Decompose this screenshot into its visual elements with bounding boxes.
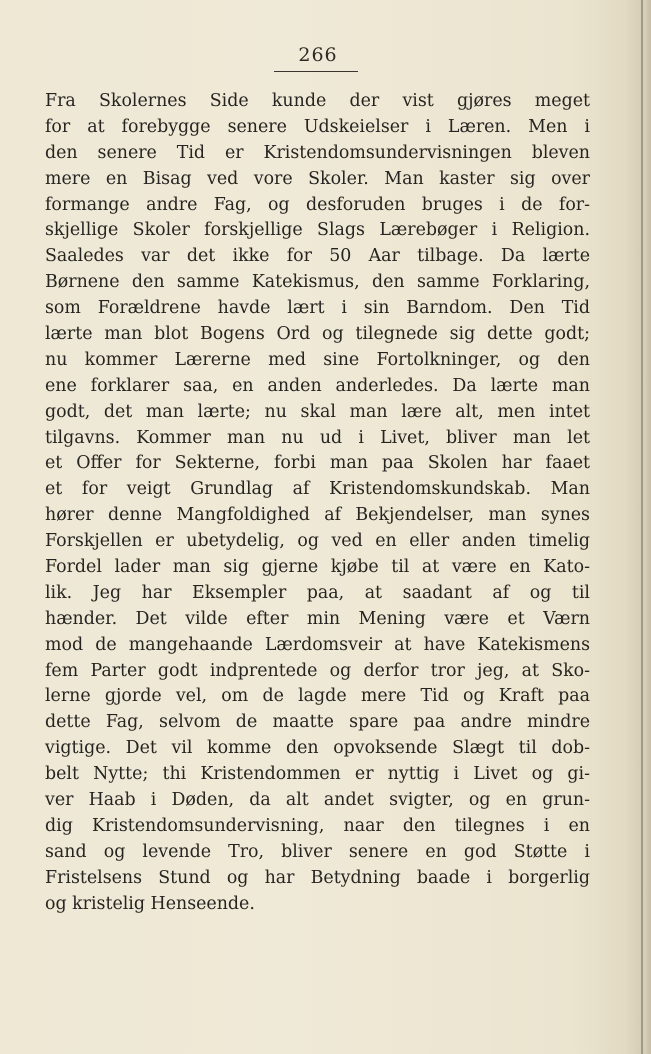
text-line: vigtige. Det vil komme den opvoksende Slægt til dob- (45, 738, 590, 759)
text-line: for at forebygge senere Udskeielser i Læren. Men i (45, 116, 590, 137)
page-edge (644, 0, 651, 1054)
text-line: Fristelsens Stund og har Betydning baade i borgerlig (45, 867, 590, 888)
text-line: belt Nytte; thi Kristendommen er nyttig i Livet og gi- (45, 764, 590, 785)
text-line: Fra Skolernes Side kunde der vist gjøres meget (45, 91, 590, 111)
page-number: 266 (298, 44, 338, 66)
text-line: ver Haab i Døden, da alt andet svigter, og en grun- (45, 790, 590, 811)
body-text (45, 89, 590, 918)
text-line: skjellige Skoler forskjellige Slags Lærebøger i Religion. (45, 220, 590, 241)
text-line: formange andre Fag, og desforuden bruges i de for- (45, 194, 590, 215)
text-line: sand og levende Tro, bliver senere en god Støtte i (45, 841, 590, 862)
text-line: dig Kristendomsundervisning, naar den tilegnes i en (45, 815, 590, 836)
text-line: hænder. Det vilde efter min Mening være et Værn (45, 608, 590, 629)
text-line: Børnene den samme Katekismus, den samme Forklaring, (45, 272, 590, 293)
text-line: som Forældrene havde lært i sin Barndom. Den Tid (45, 298, 590, 319)
text-line: tilgavns. Kommer man nu ud i Livet, bliver man let (45, 427, 590, 448)
text-line: og kristelig Henseende. (45, 893, 255, 914)
text-line: mod de mangehaande Lærdomsveir at have Katekismens (45, 634, 590, 655)
text-line: den senere Tid er Kristendomsundervisningen bleven (45, 142, 590, 163)
text-line: Forskjellen er ubetydelig, og ved en eller anden timelig (45, 531, 590, 552)
text-line: Fordel lader man sig gjerne kjøbe til at være en Kato- (45, 557, 590, 578)
page-spine-line (641, 0, 643, 1054)
text-line: hører denne Mangfoldighed af Bekjendelser, man synes (45, 505, 590, 526)
text-line: Saaledes var det ikke for 50 Aar tilbage. Da lærte (45, 246, 590, 267)
text-line: lærte man blot Bogens Ord og tilegnede sig dette godt; (45, 324, 590, 345)
text-line: lerne gjorde vel, om de lagde mere Tid og Kraft paa (45, 686, 590, 707)
text-line: godt, det man lærte; nu skal man lære alt, men intet (45, 401, 590, 422)
text-line: et Offer for Sekterne, forbi man paa Skolen har faaet (45, 453, 590, 474)
text-line: et for veigt Grundlag af Kristendomskundskab. Man (45, 479, 590, 500)
text-line: mere en Bisag ved vore Skoler. Man kaster sig over (45, 168, 590, 189)
text-line: fem Parter godt indprentede og derfor tror jeg, at Sko- (45, 660, 590, 681)
header-rule (274, 71, 358, 72)
text-line: nu kommer Lærerne med sine Fortolkninger, og den (45, 349, 590, 370)
text-line: dette Fag, selvom de maatte spare paa andre mindre (45, 712, 590, 733)
text-line: lik. Jeg har Eksempler paa, at saadant af og til (45, 582, 590, 603)
text-line: ene forklarer saa, en anden anderledes. Da lærte man (45, 375, 590, 396)
